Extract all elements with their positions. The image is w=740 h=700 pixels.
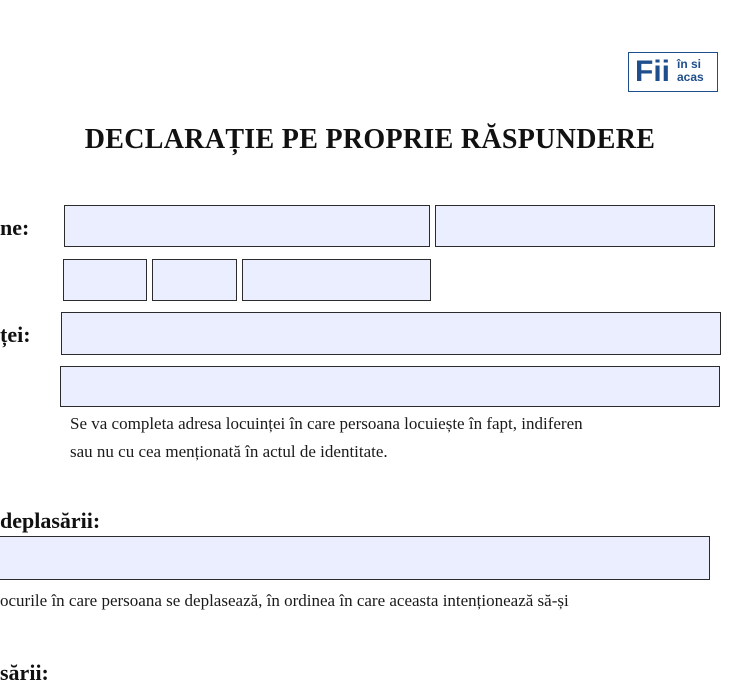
- surname-field[interactable]: [64, 205, 430, 247]
- page-title: DECLARAȚIE PE PROPRIE RĂSPUNDERE: [84, 124, 656, 155]
- birth-month-field[interactable]: [152, 259, 237, 301]
- logo: [628, 52, 718, 92]
- logo-text-line2: acas: [677, 70, 704, 84]
- address-note-line2: sau nu cu cea menționată în actul de identitate.: [70, 442, 388, 461]
- route-label: sării:: [0, 660, 49, 685]
- address-note-line1: Se va completa adresa locuinței în care persoana locuiește în fapt, indiferen: [70, 414, 583, 433]
- first-name-field[interactable]: [435, 205, 715, 247]
- purpose-field[interactable]: [0, 536, 710, 580]
- birth-day-field[interactable]: [63, 259, 147, 301]
- birth-year-field[interactable]: [242, 259, 431, 301]
- logo-text-line1: în si: [677, 57, 702, 71]
- purpose-label-colon: :: [92, 508, 101, 533]
- name-label: ne:: [0, 215, 30, 240]
- purpose-label-text: deplasării: [0, 508, 93, 533]
- logo-mark: Fii: [635, 55, 670, 88]
- route-note-line1: ocurile în care persoana se deplasează, în ordinea în care aceasta intenționează să-și: [0, 591, 569, 610]
- address-label: ței:: [0, 322, 31, 347]
- address-field-line2[interactable]: [60, 366, 720, 407]
- purpose-label: [0, 508, 100, 534]
- address-field-line1[interactable]: [61, 312, 721, 355]
